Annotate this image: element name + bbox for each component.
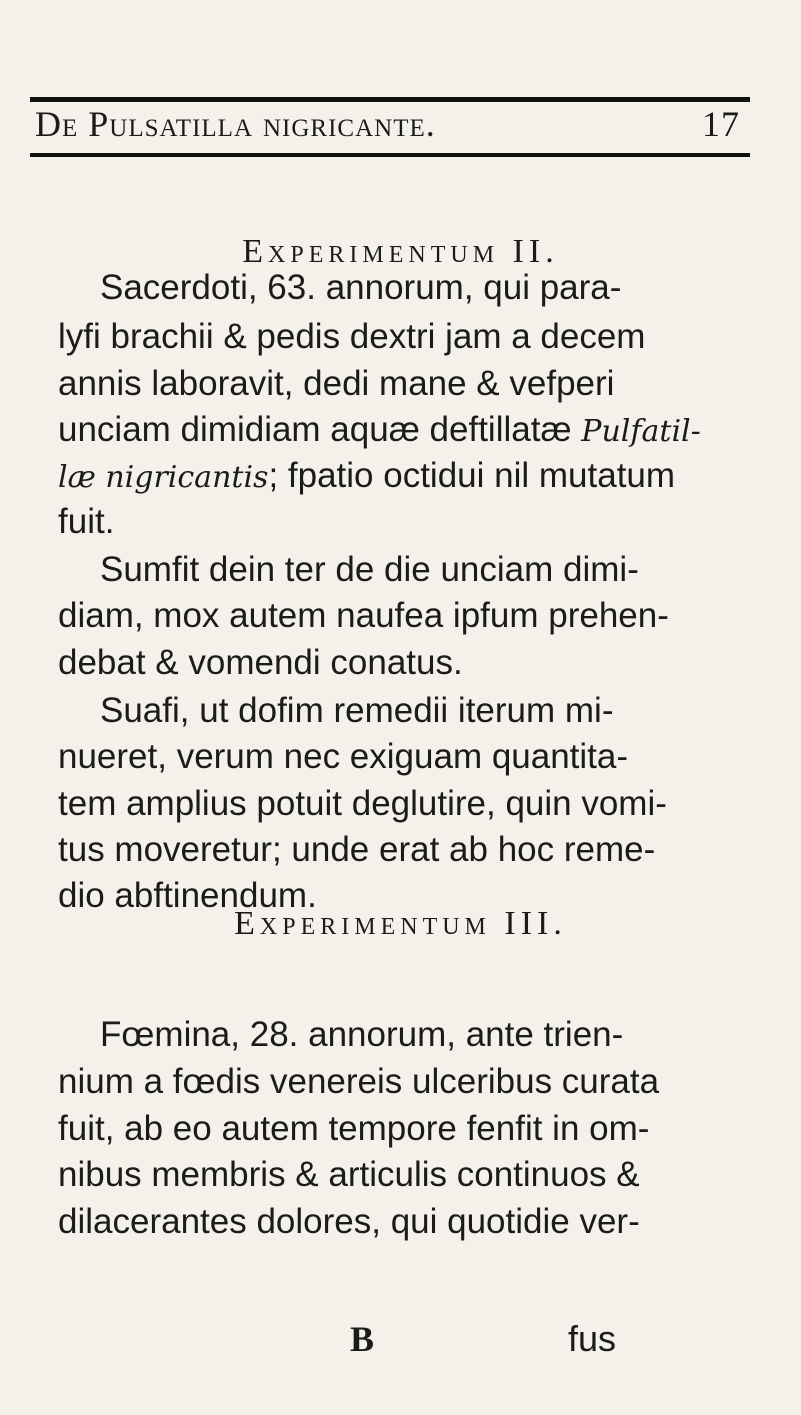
header-rule-bottom [30,153,750,157]
text-line: nibus membris & articulis continuos & [58,1155,640,1194]
italic-term: Pulfatil- [581,414,701,449]
text-segment: unciam dimidiam aquæ deftillatæ [58,410,582,449]
text-line: debat & vomendi conatus. [58,643,463,682]
text-line: lyfi brachii & pedis dextri jam a decem [58,317,646,356]
experiment-2-heading: Experimentum II. [242,233,559,270]
catchword: fus [568,1318,617,1359]
italic-term: læ nigricantis [58,460,269,495]
text-line [58,407,788,455]
experiment-3-heading: Experimentum III. [234,905,567,942]
text-line: tus moveretur; unde erat ab hoc reme- [58,830,656,869]
text-line: fuit. [58,502,115,541]
text-line: dio abftinendum. [58,876,317,915]
running-head [35,103,740,153]
text-line: dilacerantes dolores, qui quotidie ver- [58,1202,640,1241]
page-number: 17 [702,104,740,144]
text-line: fuit, ab eo autem tempore fenfit in om- [58,1109,650,1148]
text-segment: ; fpatio octidui nil mutatum [268,456,676,495]
header-rule-top [30,97,750,102]
signature-mark: B [350,1319,375,1359]
text-line: Sacerdoti, 63. annorum, qui para- [100,268,622,307]
running-head-title: De Pulsatilla nigricante. [35,104,436,144]
text-line: annis laboravit, dedi mane & vefperi [58,364,615,403]
text-line: diam, mox autem naufea ipfum prehen- [58,596,669,635]
text-line [58,453,788,501]
text-line: nueret, verum nec exiguam quantita- [58,737,629,776]
text-line: Sumfit dein ter de die unciam dimi- [100,550,639,589]
text-line: Suafi, ut dofim remedii iterum mi- [100,691,614,730]
page-footer [0,1318,801,1364]
text-line: tem amplius potuit deglutire, quin vomi- [58,784,667,823]
text-line: Fœmina, 28. annorum, ante trien- [100,1015,624,1054]
text-line: nium a fœdis venereis ulceribus curata [58,1062,660,1101]
